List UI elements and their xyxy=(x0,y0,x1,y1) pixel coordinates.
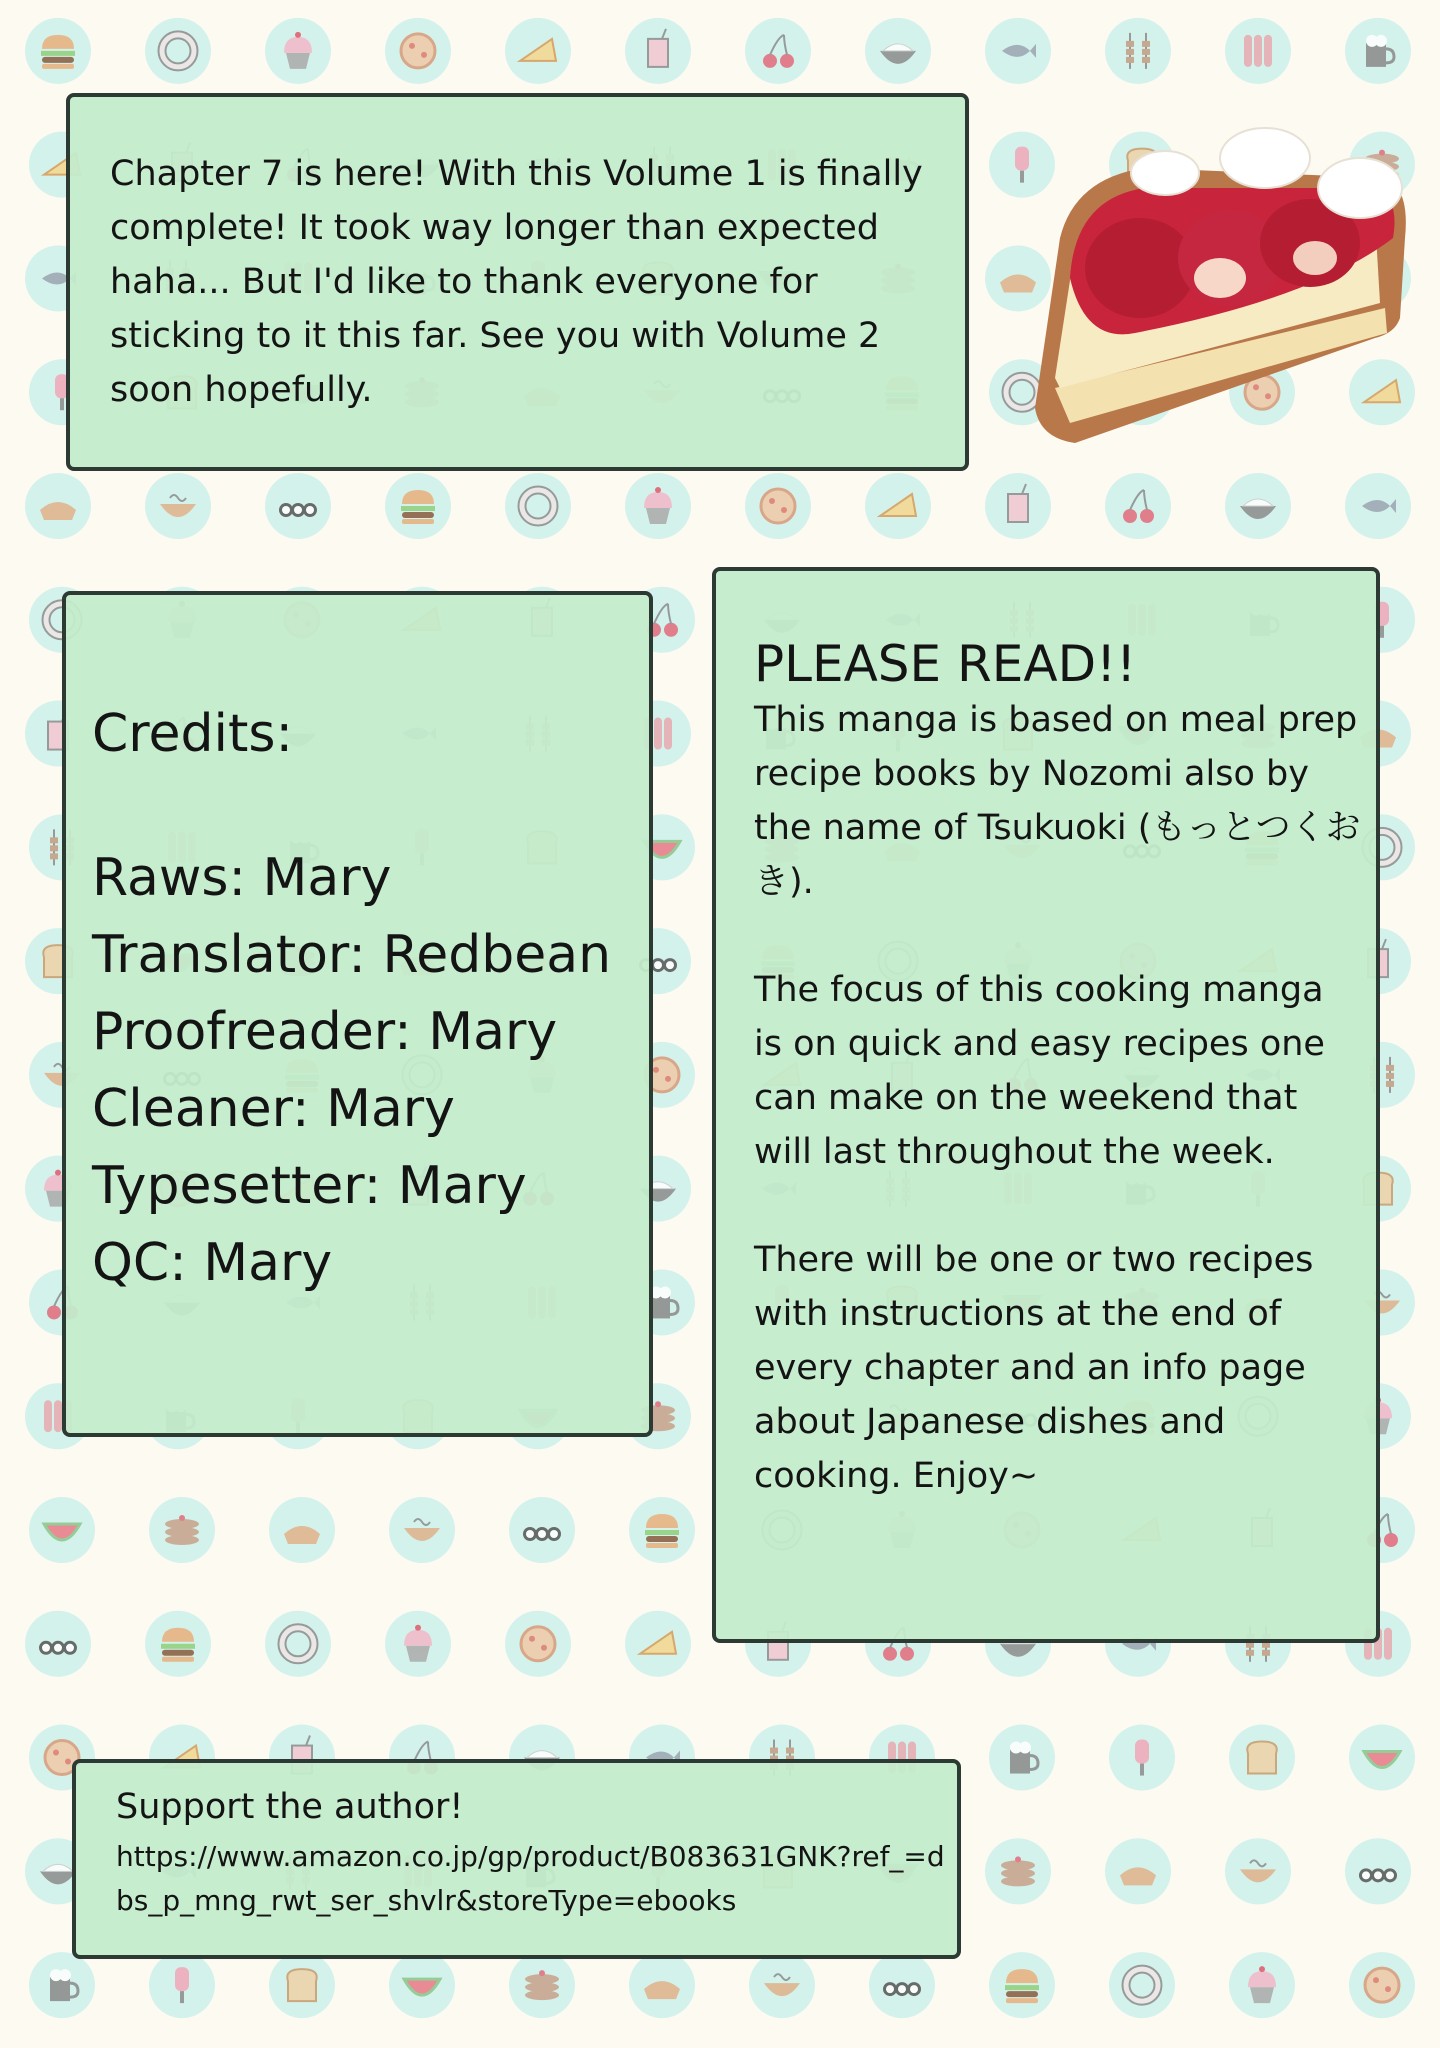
fish-icon xyxy=(1345,473,1411,539)
rice-bowl-icon xyxy=(1225,473,1291,539)
beer-icon xyxy=(1345,18,1411,84)
cheese-icon xyxy=(505,18,571,84)
donut-icon xyxy=(1109,1952,1175,2018)
credits-box xyxy=(62,591,653,1437)
donut-icon xyxy=(145,18,211,84)
strawberry-tart-illustration xyxy=(1015,118,1415,458)
pie-icon xyxy=(629,1952,695,2018)
support-author-box xyxy=(72,1759,961,1959)
burger-icon xyxy=(629,1497,695,1563)
credit-translator: Translator: Redbean xyxy=(92,925,612,985)
cheese-icon xyxy=(865,473,931,539)
credit-proofreader: Proofreader: Mary xyxy=(92,1002,558,1062)
burger-icon xyxy=(145,1611,211,1677)
cupcake-icon xyxy=(625,473,691,539)
sushi-icon xyxy=(869,1952,935,2018)
please-read-paragraph-recipes: There will be one or two recipes with instructions at the end of every chapter and an info page about Japanese dishes and cooking. Enjoy~ xyxy=(754,1240,1314,1496)
skewer-icon xyxy=(1105,18,1171,84)
watermelon-icon xyxy=(29,1497,95,1563)
pie-icon xyxy=(25,473,91,539)
support-author-title: Support the author! xyxy=(116,1787,464,1827)
cherry-icon xyxy=(1105,473,1171,539)
noodle-icon xyxy=(145,473,211,539)
chapter-note-text: Chapter 7 is here! With this Volume 1 is finally complete! It took way longer than expected haha... But I'd like to thank everyone for sticking to it this far. See you with Volume 2 soon hopefully. xyxy=(110,154,923,410)
credit-cleaner: Cleaner: Mary xyxy=(92,1079,455,1139)
watermelon-icon xyxy=(389,1952,455,2018)
sushi-icon xyxy=(25,1611,91,1677)
pizza-icon xyxy=(1349,1952,1415,2018)
sushi-icon xyxy=(509,1497,575,1563)
pie-icon xyxy=(1105,1838,1171,1904)
credit-raws: Raws: Mary xyxy=(92,848,392,908)
cupcake-icon xyxy=(1229,1952,1295,2018)
pizza-icon xyxy=(745,473,811,539)
credits-heading: Credits: xyxy=(92,704,293,764)
watermelon-icon xyxy=(1349,1725,1415,1791)
popsicle-icon xyxy=(149,1952,215,2018)
noodle-icon xyxy=(389,1497,455,1563)
beer-icon xyxy=(989,1725,1055,1791)
burger-icon xyxy=(989,1952,1055,2018)
pie-icon xyxy=(269,1497,335,1563)
sushi-icon xyxy=(1345,1838,1411,1904)
donut-icon xyxy=(265,1611,331,1677)
pizza-icon xyxy=(505,1611,571,1677)
cupcake-icon xyxy=(265,18,331,84)
noodle-icon xyxy=(1225,1838,1291,1904)
rice-bowl-icon xyxy=(865,18,931,84)
sushi-icon xyxy=(265,473,331,539)
pancake-icon xyxy=(985,1838,1051,1904)
please-read-box xyxy=(712,567,1380,1643)
fish-icon xyxy=(985,18,1051,84)
drink-icon xyxy=(625,18,691,84)
please-read-heading: PLEASE READ!! xyxy=(754,635,1137,693)
credit-qc: QC: Mary xyxy=(92,1233,333,1293)
toast-icon xyxy=(269,1952,335,2018)
pancake-icon xyxy=(149,1497,215,1563)
burger-icon xyxy=(25,18,91,84)
cheese-icon xyxy=(625,1611,691,1677)
toast-icon xyxy=(1229,1725,1295,1791)
popsicle-icon xyxy=(1109,1725,1175,1791)
burger-icon xyxy=(385,473,451,539)
noodle-icon xyxy=(749,1952,815,2018)
please-read-paragraph-focus: The focus of this cooking manga is on quick and easy recipes one can make on the weekend that will last throughout the week. xyxy=(754,970,1325,1172)
pizza-icon xyxy=(385,18,451,84)
beer-icon xyxy=(29,1952,95,2018)
please-read-paragraph-source: This manga is based on meal prep recipe books by Nozomi also by the name of Tsukuoki (もっとつくおき). xyxy=(754,700,1361,902)
drink-icon xyxy=(985,473,1051,539)
cupcake-icon xyxy=(385,1611,451,1677)
donut-icon xyxy=(505,473,571,539)
pancake-icon xyxy=(509,1952,575,2018)
chapter-note-box xyxy=(66,93,969,471)
sausage-icon xyxy=(1225,18,1291,84)
amazon-link[interactable]: https://www.amazon.co.jp/gp/product/B083631GNK?ref_=dbs_p_mng_rwt_ser_shvlr&storeType=ebooks xyxy=(116,1840,945,1917)
cherry-icon xyxy=(745,18,811,84)
credit-typesetter: Typesetter: Mary xyxy=(92,1156,527,1216)
